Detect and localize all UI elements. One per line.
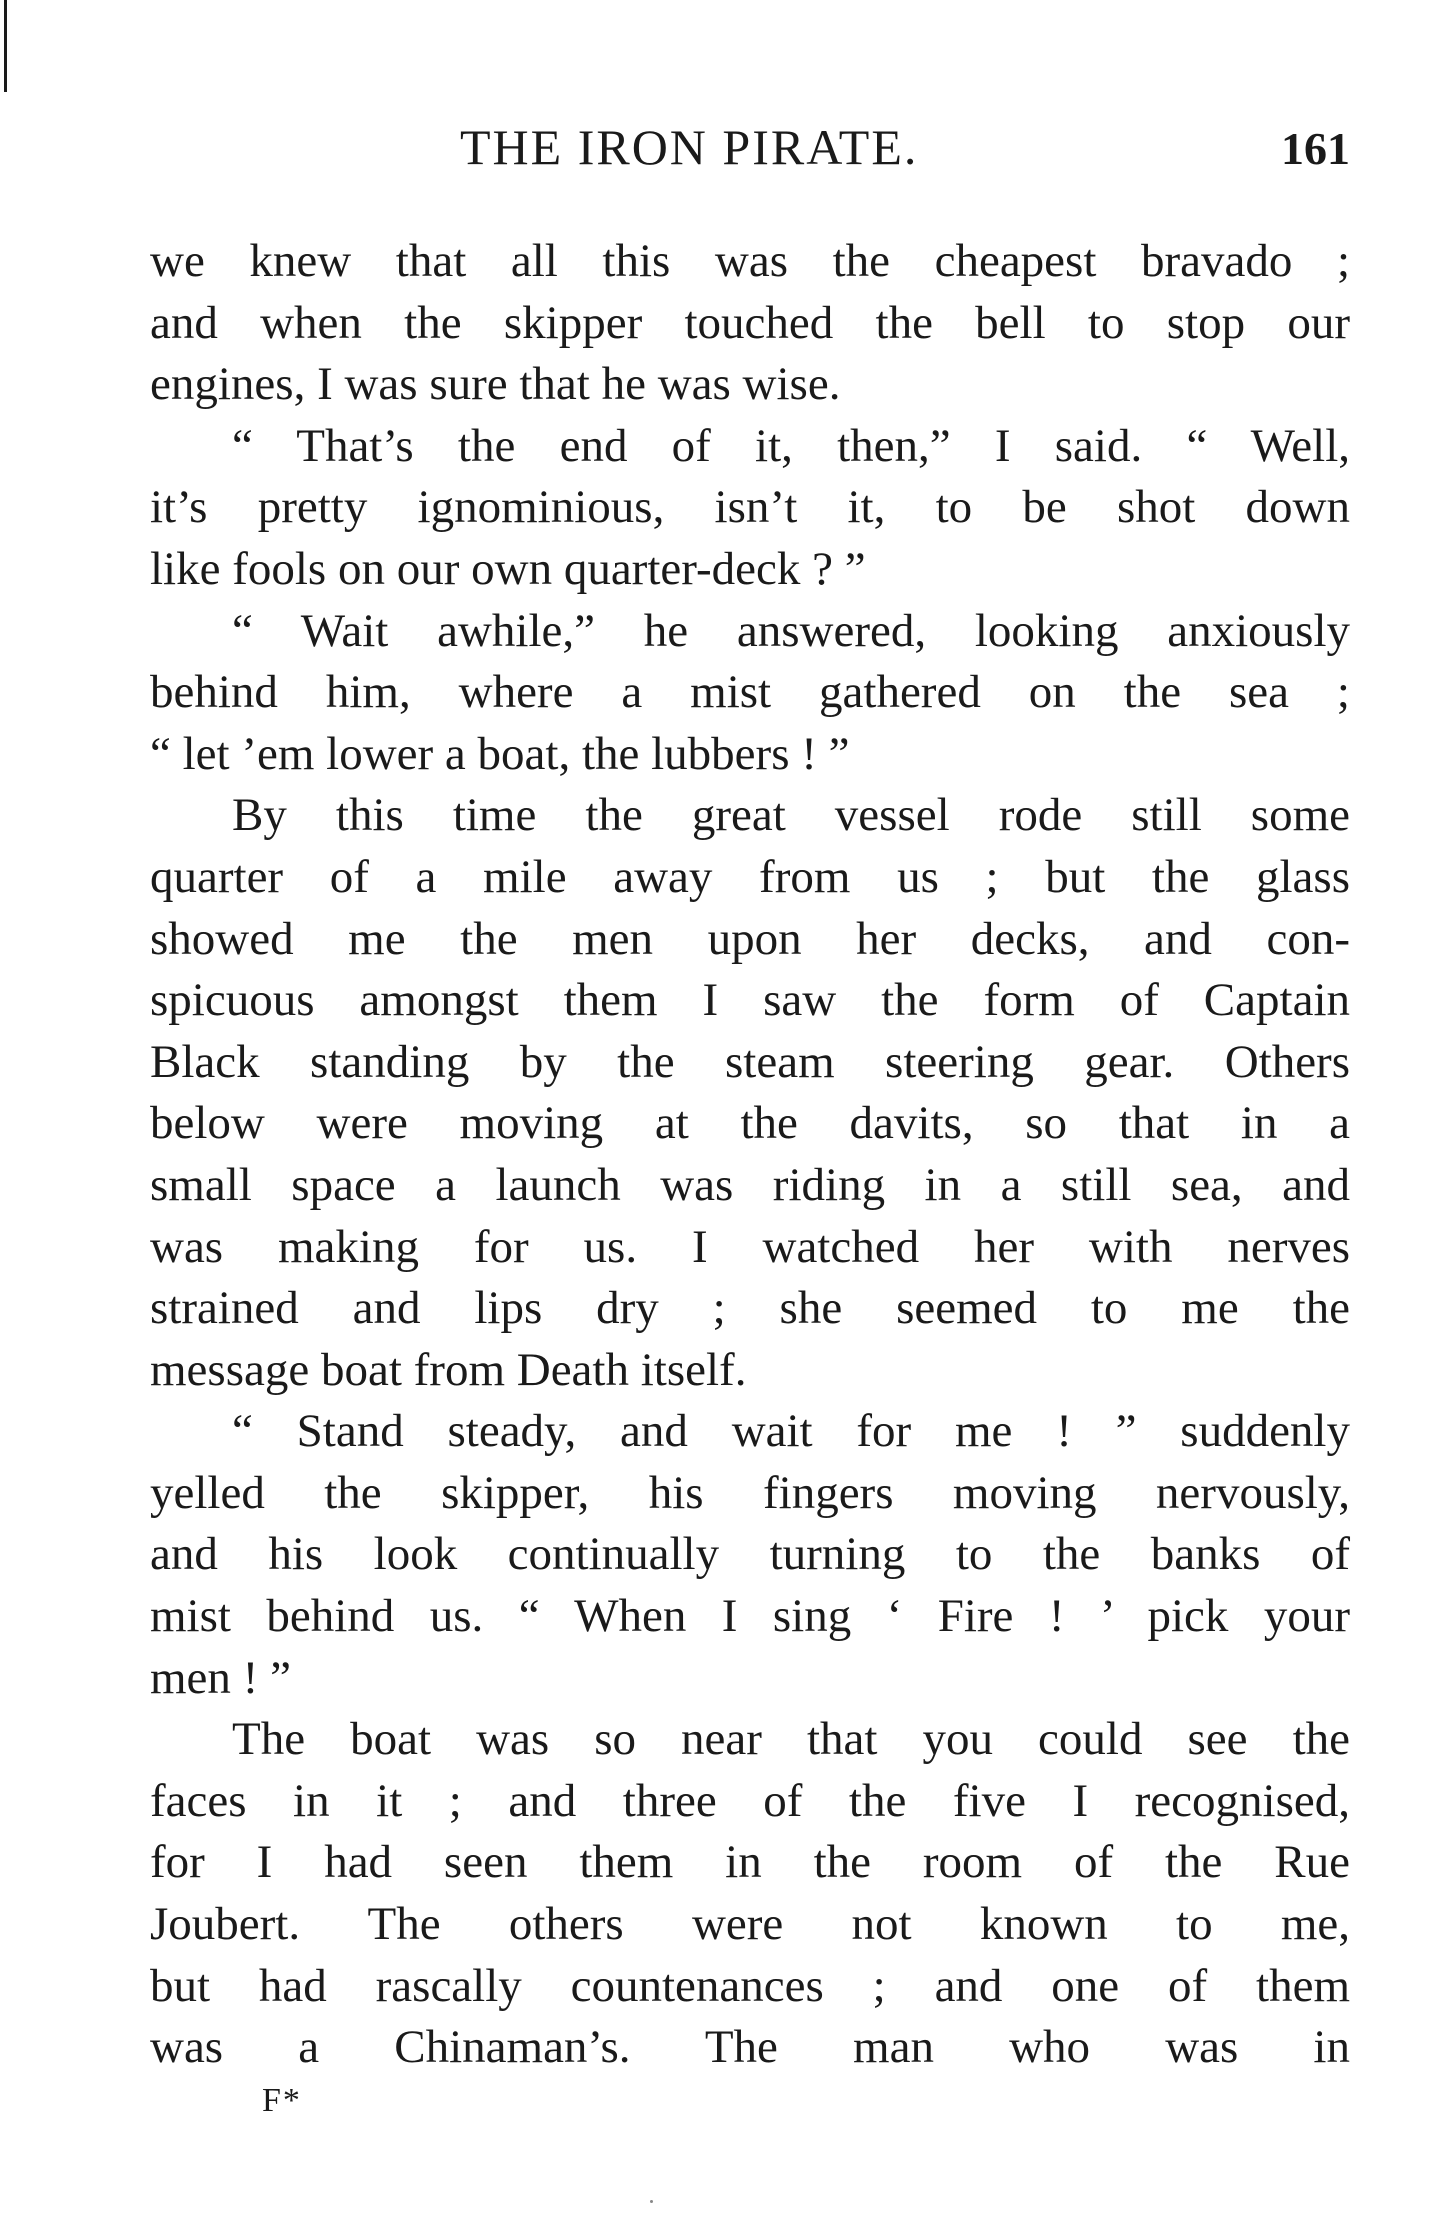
text-line: faces in it ; and three of the five I recognised, [150, 1774, 1350, 1827]
text-line: for I had seen them in the room of the Rue [150, 1836, 1350, 1889]
text-line: By this time the great vessel rode still some [232, 789, 1350, 842]
body-text [150, 231, 1350, 2079]
text-line: it’s pretty ignominious, isn’t it, to be shot down [150, 481, 1350, 534]
text-line: “ Wait awhile,” he answered, looking anxiously [232, 604, 1350, 657]
text-line: Black standing by the steam steering gear. Others [150, 1035, 1350, 1088]
page-number: 161 [1281, 123, 1350, 174]
scan-speck [650, 2200, 653, 2203]
text-line: message boat from Death itself. [150, 1343, 747, 1396]
text-line: mist behind us. “ When I sing ‘ Fire ! ’ pick your [150, 1590, 1350, 1643]
running-title: THE IRON PIRATE. [460, 119, 919, 175]
text-line: strained and lips dry ; she seemed to me the [150, 1282, 1350, 1335]
text-line: below were moving at the davits, so that in a [150, 1097, 1350, 1150]
scan-edge-line [4, 0, 7, 92]
text-line: The boat was so near that you could see the [232, 1713, 1350, 1766]
text-line: showed me the men upon her decks, and con- [150, 912, 1350, 965]
text-line: engines, I was sure that he was wise. [150, 358, 841, 411]
text-line: men ! ” [150, 1651, 291, 1704]
signature-mark: F* [262, 2082, 302, 2119]
text-line: behind him, where a mist gathered on the sea ; [150, 666, 1350, 719]
text-line: we knew that all this was the cheapest bravado ; [150, 235, 1350, 287]
text-line: like fools on our own quarter-deck ? ” [150, 542, 866, 595]
text-line: was a Chinaman’s. The man who was in [150, 2021, 1350, 2074]
text-line: yelled the skipper, his fingers moving nervously, [150, 1466, 1350, 1519]
text-line: but had rascally countenances ; and one of them [150, 1959, 1350, 2012]
text-line: and his look continually turning to the banks of [150, 1528, 1350, 1581]
text-line: spicuous amongst them I saw the form of Captain [150, 974, 1350, 1027]
text-line: “ That’s the end of it, then,” I said. “ Well, [232, 419, 1350, 472]
text-line: Joubert. The others were not known to me, [150, 1898, 1350, 1951]
text-line: “ let ’em lower a boat, the lubbers ! ” [150, 727, 850, 780]
text-line: and when the skipper touched the bell to stop our [150, 296, 1350, 349]
page-header [150, 118, 1350, 188]
text-line: small space a launch was riding in a still sea, and [150, 1158, 1350, 1211]
text-line: “ Stand steady, and wait for me ! ” suddenly [232, 1405, 1350, 1458]
text-line: was making for us. I watched her with nerves [150, 1220, 1350, 1273]
text-line: quarter of a mile away from us ; but the glass [150, 850, 1350, 903]
